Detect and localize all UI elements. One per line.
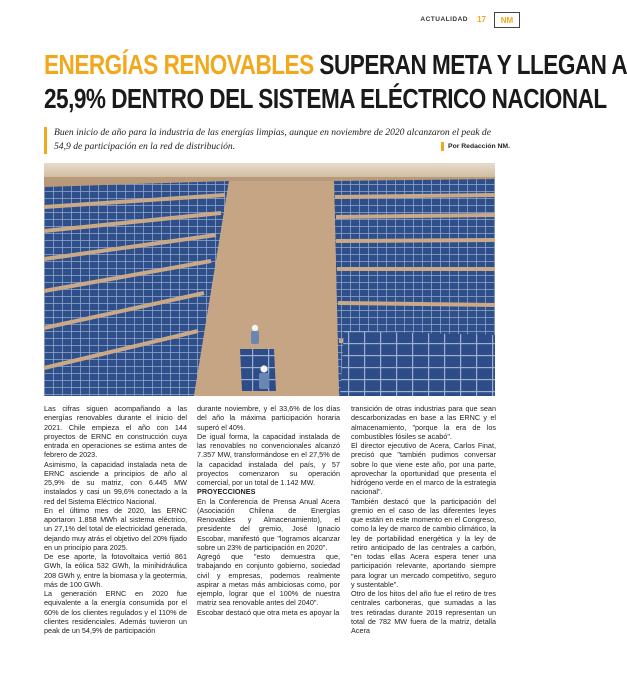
page-number: 17 (477, 15, 486, 24)
paragraph: También destacó que la participación del gremio en el caso de las diferentes leyes que están en este momento en el Congreso, como la ley de marco de cambio climático, la ley de portabilidad energética y la ley de retiro anticipado de las centrales a carbón, "en todas ellas Acera espera tener una participación relevante, aportando siempre para lograr un mercado competitivo, seguro y sustentable". (351, 496, 496, 589)
solar-farm-photo (44, 163, 495, 396)
title-line2: 25,9% DENTRO DEL SISTEMA ELÉCTRICO NACIONAL (44, 83, 607, 114)
paragraph: Otro de los hitos del año fue el retiro de tres centrales carboneras, que sumadas a las tres retiradas durante 2019 representan un total de 782 MW fuera de la matriz, detalla Acera (351, 589, 496, 635)
paragraph: transición de otras industrias para que sean descarbonizadas en base a las ERNC y el almacenamiento, "porque la era de los combustibles fósiles se acabó". (351, 404, 496, 441)
section-subhead: PROYECCIONES (197, 487, 256, 497)
lead-accent-bar (44, 127, 47, 154)
article-column-1 (44, 404, 187, 635)
paragraph: durante noviembre, y el 33,6% de los días del año la máxima participación horaria superó el 40%. (197, 404, 340, 432)
solar-farm-illustration (44, 163, 495, 396)
paragraph: El director ejecutivo de Acera, Carlos Finat, precisó que "también pudimos conversar sobre lo que viene este año, por una parte, aprovechar la oportunidad que presenta el hidrógeno verde en el marco de la estrategia nacional". (351, 441, 496, 497)
paragraph: Agregó que "esto demuestra que, trabajando en conjunto gobierno, sociedad civil y empresas, podemos realmente aspirar a metas más ambiciosas como, por ejemplo, lograr que el 100% de nuestra matriz sea renovable antes del 2040". (197, 552, 340, 608)
paragraph: En el último mes de 2020, las ERNC aportaron 1.858 MWh al sistema eléctrico, un 27,1% del total de electricidad generada, dejando muy atrás el objetivo del 20% fijado en un principio para 2025. (44, 505, 187, 552)
page-header (0, 6, 550, 28)
title-line1: SUPERAN META Y LLEGAN A (313, 49, 627, 80)
paragraph: De igual forma, la capacidad instalada de las renovables no convencionales alcanzó 7.357 MW, transformándose en el 27,5% de la capacidad instalada del país, y 57 proyectos comenzaron su operación comercial, por un total de 1.142 MW. (197, 431, 340, 487)
article-lead: Buen inicio de año para la industria de las energías limpias, aunque en noviembre de 2020 alcanzaron el peak de 54,9 de participación en la red de distribución. (54, 127, 491, 152)
paragraph: Las cifras siguen acompañando a las energías renovables durante el inicio del 2021. Chile empieza el año con 144 proyectos de ERNC en construcción cuya entrada en operaciones se estima antes de febrero de 2023. (44, 404, 187, 460)
article-column-2 (197, 404, 340, 617)
paragraph: De ese aporte, la fotovoltaica vertió 861 GWh, la eólica 532 GWh, la minihidráulica 208 GWh y, entre la biomasa y la geotermia, más de 100 GWh. (44, 552, 187, 589)
magazine-logo: NM (494, 12, 520, 28)
paragraph: En la Conferencia de Prensa Anual Acera (Asociación Chilena de Energías Renovables y Almacenamiento), el presidente del gremio, José Ignacio Escobar, manifestó que "logramos alcanzar sobre un 23% de participación en 2020". (197, 496, 340, 552)
title-accent: ENERGÍAS RENOVABLES (44, 49, 314, 80)
paragraph: La generación ERNC en 2020 fue equivalente a la energía consumida por el 60% de los clientes regulados y el 110% de clientes residenciales. Además tuvieron un peak de un 54,9% de participación (44, 589, 187, 635)
byline-mark (441, 142, 444, 151)
byline-text: Por Redacción NM. (448, 143, 510, 150)
article-title (44, 48, 627, 116)
byline (441, 142, 510, 151)
paragraph: Asimismo, la capacidad instalada neta de ERNC asciende a principios de año al 25,9% de su matriz, con 6.445 MW instalados y casi un 99,6% conectado a la red del Sistema Eléctrico Nacional. (44, 459, 187, 506)
article-column-3 (351, 404, 496, 635)
section-label: ACTUALIDAD (420, 16, 468, 23)
paragraph: Escobar destacó que otra meta es apoyar la (197, 607, 340, 617)
